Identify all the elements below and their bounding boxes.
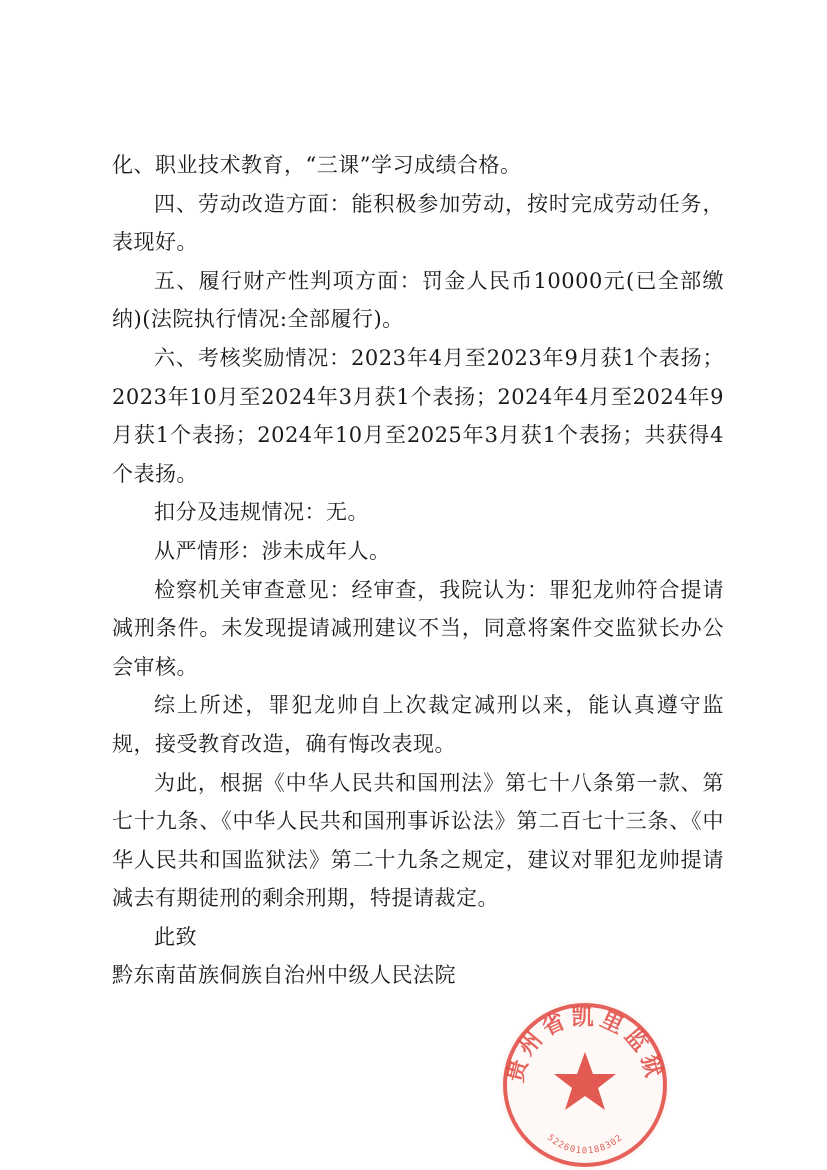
paragraph-deductions: 扣分及违规情况：无。	[154, 500, 369, 525]
paragraph-rewards: 六、考核奖励情况：2023年4月至2023年9月获1个表扬；2023年10月至2024年3月获1个表扬；2024年4月至2024年9月获1个表扬；2024年10月至2025年3月获1个表扬；共获得4个表扬。	[112, 345, 724, 486]
paragraph-strict-circumstances: 从严情形：涉未成年人。	[154, 538, 391, 563]
official-seal	[500, 1000, 670, 1170]
paragraph-education: 化、职业技术教育，“三课”学习成绩合格。	[112, 153, 522, 177]
seal-name-text: 贵州省凯里监狱	[503, 1005, 667, 1085]
document-body	[112, 146, 724, 995]
paragraph-legal-basis: 为此，根据《中华人民共和国刑法》第七十八条第一款、第七十九条、《中华人民共和国刑事诉讼法》第二百七十三条、《中华人民共和国监狱法》第二十九条之规定，建议对罪犯龙帅提请减去有期徒刑的剩余刑期，特提请裁定。	[112, 770, 724, 911]
paragraph-summary: 综上所述，罪犯龙帅自上次裁定减刑以来，能认真遵守监规，接受教育改造，确有悔改表现。	[112, 693, 724, 756]
paragraph-labor: 四、劳动改造方面：能积极参加劳动，按时完成劳动任务，表现好。	[112, 191, 724, 255]
paragraph-property: 五、履行财产性判项方面：罚金人民币10000元(已全部缴纳)(法院执行情况:全部履行)。	[112, 268, 724, 332]
seal-code-text: 5226010188302	[545, 1132, 625, 1157]
paragraph-procuratorate-opinion: 检察机关审查意见：经审查，我院认为：罪犯龙帅符合提请减刑条件。未发现提请减刑建议不当，同意将案件交监狱长办公会审核。	[112, 577, 724, 679]
paragraph-salutation: 此致	[154, 924, 197, 949]
paragraph-recipient: 黔东南苗族侗族自治州中级人民法院	[112, 963, 456, 988]
